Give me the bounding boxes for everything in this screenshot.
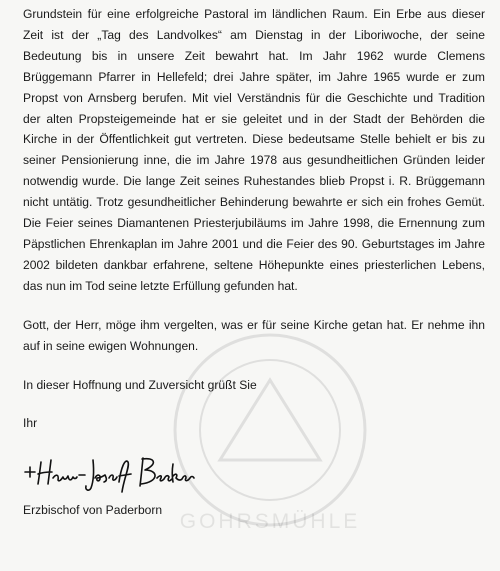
paragraph-2 (23, 315, 485, 357)
paragraph1-line: Propst von Arnsberg berufen. Mit viel Verständnis für die Geschichte und Tradition (23, 90, 485, 105)
paragraph1-line: Brüggemann Pfarrer in Hellefeld; drei Jahre später, im Jahre 1965 wurde er zum (23, 69, 485, 84)
paragraph1-line: Päpstlichen Ehrenkaplan im Jahre 2001 und die Feier des 90. Geburtstages im Jahre (23, 236, 485, 251)
paragraph1-line: Bedeutung bis in unsere Zeit bewahrt hat. Im Jahr 1962 wurde Clemens (23, 48, 485, 63)
watermark-text: GOHRSMÜHLE (179, 510, 361, 533)
signature (23, 448, 223, 500)
paragraph1-line: Die Feier seines Diamantenen Priesterjubiläums im Jahre 1998, die Ernennung zum (23, 216, 485, 231)
signer-title: Erzbischof von Paderborn (23, 503, 163, 518)
signer-block (23, 500, 485, 521)
paragraph1-line: Zeit ist der „Tag des Landvolkes“ am Dienstag in der Liboriwoche, der seine (23, 27, 485, 42)
salutation-line: Ihr (23, 416, 38, 431)
paragraph-3 (23, 375, 485, 396)
letter-body (23, 4, 485, 521)
paragraph1-line: 2002 bildeten dankbar erfahrene, seltene Höhepunkte eines priesterlichen Lebens, (23, 257, 485, 272)
paragraph1-line: seiner Pensionierung inne, die im Jahre 1978 aus gesundheitlichen Gründen leider (23, 153, 485, 168)
paragraph2-line: Gott, der Herr, möge ihm vergelten, was er für seine Kirche getan hat. Er nehme ihn (23, 317, 485, 332)
paragraph-1 (23, 4, 485, 297)
paragraph1-line: nicht untätig. Trotz gesundheitlicher Behinderung bewahrte er sich ein frohes Gemüt. (23, 195, 485, 210)
paragraph1-line: das nun im Tod seine letzte Erfüllung gefunden hat. (23, 278, 298, 293)
paragraph1-line: Kirche in der Öffentlichkeit gut vertreten. Diese bedeutsame Stelle behielt er bis zu (23, 132, 485, 147)
paragraph1-line: notwendig wurde. Die lange Zeit seines Ruhestandes blieb Propst i. R. Brüggemann (23, 174, 485, 189)
paragraph1-line: der alten Propsteigemeinde hat er sie geleitet und in der Stadt der Behörden die (23, 111, 485, 126)
salutation (23, 413, 485, 434)
paragraph1-line: Grundstein für eine erfolgreiche Pastoral im ländlichen Raum. Ein Erbe aus dieser (23, 7, 485, 21)
paragraph-3-line: In dieser Hoffnung und Zuversicht grüßt Sie (23, 377, 257, 392)
handwritten-signature-icon (21, 448, 221, 498)
paragraph2-line: auf in seine ewigen Wohnungen. (23, 338, 199, 353)
